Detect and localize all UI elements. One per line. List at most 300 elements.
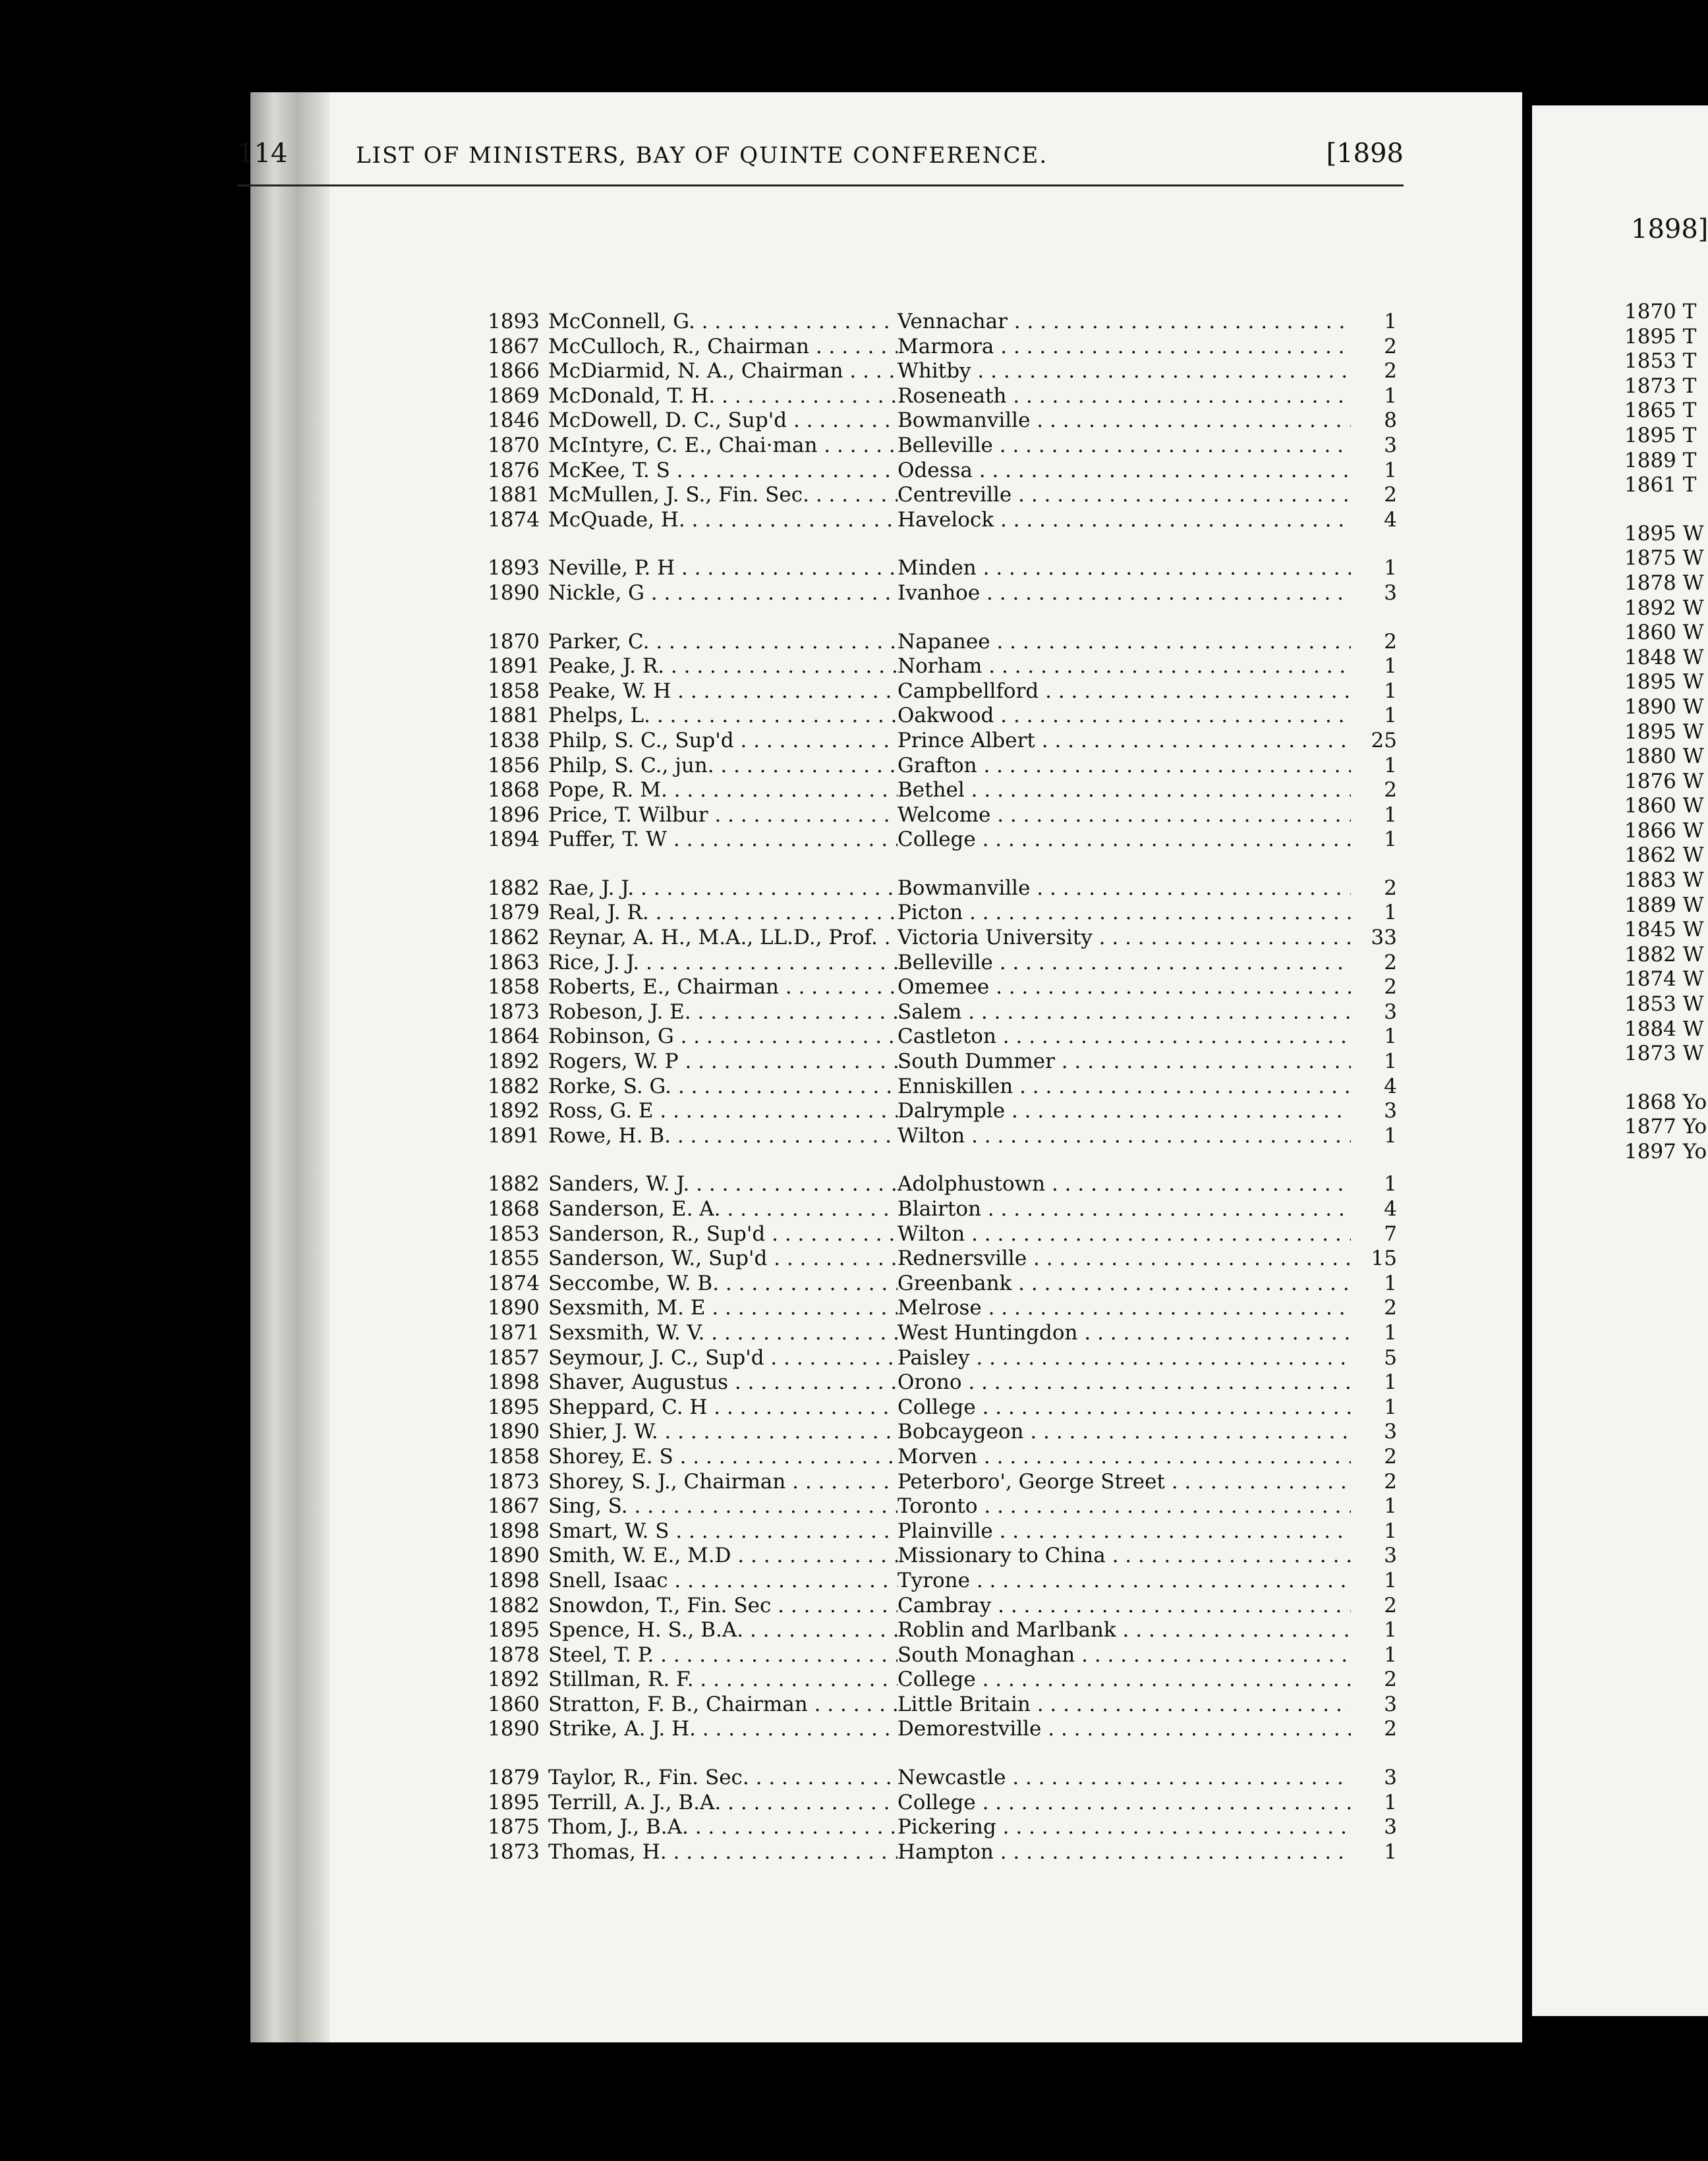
list-item [488, 951, 1397, 976]
list-item [488, 975, 1397, 1000]
entry-name: Stratton, F. B., Chairman . . . [548, 1693, 897, 1718]
entry-year: 1868 [488, 778, 540, 802]
list-item [488, 926, 1397, 951]
list-item [488, 581, 1397, 606]
entry-place: Demorestville . . . [897, 1717, 1351, 1742]
right-page-list [1624, 300, 1707, 1189]
entry-name: Robinson, G . . . [548, 1024, 897, 1050]
entry-name: McConnell, G. . . . [548, 310, 897, 335]
entry-name: Phelps, L. . . . [548, 704, 897, 729]
entry-year: 1898 [488, 1568, 540, 1592]
entry-year: 1893 [488, 310, 540, 333]
entry-count: 1 [1384, 1172, 1397, 1196]
entry-name: Philp, S. C., Sup'd . . . [548, 729, 897, 754]
entry-place: Campbellford . . . [897, 679, 1351, 704]
entry-count: 1 [1384, 1050, 1397, 1074]
entry-year: 1874 [488, 1271, 540, 1295]
entry-count: 33 [1371, 926, 1397, 950]
entry-year: 1879 [488, 1766, 540, 1790]
entry-name: Rowe, H. B. . . . [548, 1124, 897, 1149]
entry-year: 1882 [488, 876, 540, 900]
entry-place: Bethel . . . [897, 778, 1351, 803]
entry-year: 1870 [488, 433, 540, 457]
entry-year: 1878 [488, 1642, 540, 1667]
entry-year: 1894 [488, 828, 540, 852]
entry-year: 1858 [488, 1444, 540, 1469]
entry-count: 2 [1384, 1717, 1397, 1741]
list-item [488, 1272, 1397, 1297]
entry-name: Puffer, T. W . . . [548, 828, 897, 853]
entry-count: 1 [1384, 1320, 1397, 1345]
entry-year: 1876 [488, 458, 540, 482]
entry-place: Centreville . . . [897, 483, 1351, 508]
list-item [488, 384, 1397, 409]
right-list-item: 1860 W [1624, 794, 1704, 818]
ministers-list [488, 310, 1397, 1888]
entry-year: 1890 [488, 1717, 540, 1741]
entry-name: Shorey, E. S . . . [548, 1445, 897, 1470]
right-list-item: 1853 W [1624, 992, 1704, 1017]
entry-year: 1874 [488, 507, 540, 532]
entry-count: 1 [1384, 1123, 1397, 1148]
entry-name: Taylor, R., Fin. Sec. . . . [548, 1766, 897, 1791]
list-item [488, 876, 1397, 901]
entry-count: 2 [1384, 778, 1397, 802]
list-item [488, 1172, 1397, 1197]
entry-count: 1 [1384, 556, 1397, 580]
entry-count: 1 [1384, 1642, 1397, 1667]
entry-year: 1882 [488, 1074, 540, 1098]
entry-place: Ivanhoe . . . [897, 581, 1351, 606]
entry-place: Peterboro', George Street . . . [897, 1470, 1351, 1495]
right-list-item: 1892 W [1624, 596, 1704, 620]
entry-group [488, 1766, 1397, 1865]
entry-count: 1 [1384, 1370, 1397, 1395]
entry-count: 25 [1371, 728, 1397, 752]
entry-name: Sanders, W. J. . . . [548, 1172, 897, 1197]
entry-name: Rogers, W. P . . . [548, 1050, 897, 1075]
list-item [488, 1321, 1397, 1346]
entry-name: Sexsmith, M. E . . . [548, 1296, 897, 1321]
right-list-item: 1882 W [1624, 942, 1704, 967]
entry-count: 2 [1384, 629, 1397, 654]
entry-count: 4 [1384, 1197, 1397, 1221]
entry-year: 1870 [488, 629, 540, 654]
right-entry-group [1624, 1090, 1707, 1165]
entry-count: 2 [1384, 950, 1397, 974]
entry-year: 1853 [488, 1221, 540, 1246]
list-item [488, 778, 1397, 803]
list-item [488, 1791, 1397, 1816]
right-entry-group [1624, 522, 1707, 1067]
entry-place: South Dummer . . . [897, 1050, 1351, 1075]
entry-year: 1896 [488, 802, 540, 827]
right-list-item: 1866 W [1624, 818, 1704, 843]
entry-year: 1867 [488, 334, 540, 358]
entry-count: 1 [1384, 1494, 1397, 1519]
entry-year: 1881 [488, 704, 540, 728]
list-item [488, 1050, 1397, 1075]
list-item [488, 508, 1397, 533]
list-item [488, 1643, 1397, 1668]
entry-name: McCulloch, R., Chairman . . . [548, 335, 897, 360]
right-list-item: 1889 W [1624, 893, 1704, 917]
list-item [488, 1544, 1397, 1569]
list-item [488, 1296, 1397, 1321]
entry-place: Grafton . . . [897, 754, 1351, 779]
entry-name: Terrill, A. J., B.A. . . . [548, 1791, 897, 1816]
entry-name: Rae, J. J. . . . [548, 876, 897, 901]
entry-count: 3 [1384, 1815, 1397, 1839]
entry-name: Smart, W. S . . . [548, 1519, 897, 1544]
entry-place: College . . . [897, 1791, 1351, 1816]
entry-year: 1891 [488, 1123, 540, 1148]
page-year: [1898 [1326, 138, 1404, 169]
right-entry-group [1624, 300, 1707, 498]
entry-name: Parker, C. . . . [548, 630, 897, 655]
list-item [488, 1000, 1397, 1025]
list-item [488, 1099, 1397, 1124]
entry-name: Nickle, G . . . [548, 581, 897, 606]
entry-name: Sanderson, W., Sup'd . . . [548, 1247, 897, 1272]
entry-place: Whitby . . . [897, 359, 1351, 384]
list-item [488, 1075, 1397, 1100]
right-list-item: 1862 W [1624, 843, 1704, 868]
entry-count: 3 [1384, 1099, 1397, 1123]
entry-count: 4 [1384, 1074, 1397, 1098]
entry-count: 1 [1384, 1839, 1397, 1864]
entry-year: 1867 [488, 1494, 540, 1519]
entry-place: Paisley . . . [897, 1346, 1351, 1371]
right-list-item: 1845 W [1624, 918, 1704, 942]
entry-name: Real, J. R. . . . [548, 901, 897, 926]
right-list-item: 1889 T [1624, 448, 1697, 472]
entry-name: Seccombe, W. B. . . . [548, 1272, 897, 1297]
entry-year: 1864 [488, 1024, 540, 1049]
entry-count: 1 [1384, 753, 1397, 777]
entry-place: Norham . . . [897, 654, 1351, 679]
entry-year: 1890 [488, 1296, 540, 1320]
entry-year: 1868 [488, 1197, 540, 1221]
entry-year: 1882 [488, 1172, 540, 1196]
entry-name: Philp, S. C., jun. . . . [548, 754, 897, 779]
right-page-header-year: 1898] [1631, 214, 1708, 244]
entry-count: 1 [1384, 1618, 1397, 1642]
entry-name: Peake, J. R. . . . [548, 654, 897, 679]
entry-place: Toronto . . . [897, 1494, 1351, 1519]
entry-name: Smith, W. E., M.D . . . [548, 1544, 897, 1569]
entry-count: 1 [1384, 1271, 1397, 1295]
entry-count: 2 [1384, 1469, 1397, 1494]
entry-year: 1879 [488, 901, 540, 925]
entry-year: 1890 [488, 1544, 540, 1568]
right-list-item: 1895 W [1624, 521, 1704, 546]
entry-name: Sexsmith, W. V. . . . [548, 1321, 897, 1346]
list-item [488, 704, 1397, 729]
entry-name: McMullen, J. S., Fin. Sec. . . . [548, 483, 897, 508]
entry-place: Wilton . . . [897, 1222, 1351, 1247]
list-item [488, 1124, 1397, 1149]
entry-name: Steel, T. P. . . . [548, 1643, 897, 1668]
right-list-item: 1883 W [1624, 868, 1704, 893]
entry-year: 1895 [488, 1395, 540, 1419]
entry-name: McDiarmid, N. A., Chairman . . . [548, 359, 897, 384]
list-item [488, 1420, 1397, 1445]
entry-place: Rednersville . . . [897, 1247, 1351, 1272]
list-item [488, 1222, 1397, 1247]
right-list-item: 1895 W [1624, 670, 1704, 694]
entry-name: Pope, R. M. . . . [548, 778, 897, 803]
entry-place: Wilton . . . [897, 1124, 1351, 1149]
entry-place: College . . . [897, 828, 1351, 853]
list-item [488, 1470, 1397, 1495]
list-item [488, 1815, 1397, 1840]
list-item [488, 1618, 1397, 1643]
entry-year: 1891 [488, 654, 540, 679]
entry-count: 3 [1384, 1766, 1397, 1790]
list-item [488, 556, 1397, 581]
entry-place: Salem . . . [897, 1000, 1351, 1025]
entry-place: Castleton . . . [897, 1024, 1351, 1050]
entry-place: Plainville . . . [897, 1519, 1351, 1544]
entry-year: 1893 [488, 556, 540, 580]
entry-count: 2 [1384, 483, 1397, 507]
entry-name: Roberts, E., Chairman . . . [548, 975, 897, 1000]
entry-group [488, 556, 1397, 605]
right-list-item: 1875 W [1624, 546, 1704, 571]
right-list-item: 1876 W [1624, 769, 1704, 793]
entry-year: 1869 [488, 383, 540, 408]
entry-place: Greenbank . . . [897, 1272, 1351, 1297]
entry-place: Enniskillen . . . [897, 1075, 1351, 1100]
list-item [488, 1395, 1397, 1420]
list-item [488, 1370, 1397, 1395]
entry-place: Bowmanville . . . [897, 408, 1351, 434]
entry-place: Hampton . . . [897, 1840, 1351, 1865]
entry-year: 1892 [488, 1050, 540, 1074]
entry-place: Little Britain . . . [897, 1693, 1351, 1718]
right-list-item: 1880 W [1624, 744, 1704, 769]
entry-place: Bowmanville . . . [897, 876, 1351, 901]
entry-count: 1 [1384, 704, 1397, 728]
entry-year: 1875 [488, 1815, 540, 1839]
right-list-item: 1873 W [1624, 1042, 1704, 1066]
entry-count: 1 [1384, 310, 1397, 333]
entry-name: Peake, W. H . . . [548, 679, 897, 704]
entry-name: Sanderson, R., Sup'd . . . [548, 1222, 897, 1247]
entry-group [488, 310, 1397, 532]
list-item [488, 1840, 1397, 1865]
right-list-item: 1895 W [1624, 719, 1704, 744]
entry-count: 1 [1384, 901, 1397, 925]
entry-year: 1895 [488, 1618, 540, 1642]
list-item [488, 1693, 1397, 1718]
entry-count: 1 [1384, 1024, 1397, 1049]
entry-count: 15 [1371, 1247, 1397, 1271]
entry-place: West Huntingdon . . . [897, 1321, 1351, 1346]
entry-place: Omemee . . . [897, 975, 1351, 1000]
entry-count: 3 [1384, 1692, 1397, 1716]
entry-year: 1858 [488, 975, 540, 999]
right-list-item: 1873 T [1624, 374, 1697, 398]
entry-place: Pickering . . . [897, 1815, 1351, 1840]
entry-count: 1 [1384, 1790, 1397, 1814]
entry-name: McQuade, H. . . . [548, 508, 897, 533]
entry-year: 1857 [488, 1345, 540, 1370]
entry-name: Sanderson, E. A. . . . [548, 1197, 897, 1222]
entry-place: Adolphustown . . . [897, 1172, 1351, 1197]
right-list-item: 1890 W [1624, 694, 1704, 719]
entry-count: 1 [1384, 1395, 1397, 1419]
entry-year: 1890 [488, 580, 540, 605]
page-title: LIST OF MINISTERS, BAY OF QUINTE CONFERENCE. [356, 142, 1048, 169]
book-spine-shadow [250, 92, 329, 2042]
right-list-item: 1877 Yo [1624, 1115, 1707, 1139]
entry-name: Strike, A. J. H. . . . [548, 1717, 897, 1742]
entry-count: 1 [1384, 1568, 1397, 1592]
entry-name: Shaver, Augustus . . . [548, 1370, 897, 1395]
list-item [488, 1594, 1397, 1619]
right-list-item: 1878 W [1624, 571, 1704, 595]
entry-count: 2 [1384, 334, 1397, 358]
entry-count: 5 [1384, 1345, 1397, 1370]
list-item [488, 310, 1397, 335]
entry-count: 4 [1384, 507, 1397, 532]
entry-count: 2 [1384, 1668, 1397, 1692]
entry-name: Sing, S. . . . [548, 1494, 897, 1519]
entry-name: Seymour, J. C., Sup'd . . . [548, 1346, 897, 1371]
right-list-item: 1853 T [1624, 349, 1697, 374]
entry-count: 1 [1384, 383, 1397, 408]
entry-name: Neville, P. H . . . [548, 556, 897, 581]
list-item [488, 1519, 1397, 1544]
entry-count: 2 [1384, 1444, 1397, 1469]
entry-year: 1890 [488, 1420, 540, 1444]
entry-year: 1858 [488, 679, 540, 703]
entry-count: 1 [1384, 458, 1397, 482]
entry-place: Orono . . . [897, 1370, 1351, 1395]
entry-name: Thom, J., B.A. . . . [548, 1815, 897, 1840]
right-list-item: 1848 W [1624, 645, 1704, 669]
page-header [237, 138, 1404, 178]
entry-count: 3 [1384, 1544, 1397, 1568]
entry-year: 1892 [488, 1668, 540, 1692]
entry-year: 1873 [488, 1839, 540, 1864]
entry-place: Dalrymple . . . [897, 1099, 1351, 1124]
entry-count: 1 [1384, 1519, 1397, 1543]
entry-year: 1892 [488, 1099, 540, 1123]
list-item [488, 654, 1397, 679]
entry-year: 1881 [488, 483, 540, 507]
entry-year: 1882 [488, 1593, 540, 1617]
entry-place: South Monaghan . . . [897, 1643, 1351, 1668]
entry-place: Marmora . . . [897, 335, 1351, 360]
entry-year: 1898 [488, 1370, 540, 1395]
list-item [488, 679, 1397, 704]
entry-place: Belleville . . . [897, 951, 1351, 976]
list-item [488, 459, 1397, 484]
right-list-item: 1895 T [1624, 324, 1697, 349]
entry-name: Ross, G. E . . . [548, 1099, 897, 1124]
page-number: 114 [237, 138, 288, 169]
entry-name: Shier, J. W. . . . [548, 1420, 897, 1445]
entry-name: McIntyre, C. E., Chai·man . . . [548, 434, 897, 459]
list-item [488, 803, 1397, 828]
list-item [488, 828, 1397, 853]
list-item [488, 1346, 1397, 1371]
entry-count: 3 [1384, 433, 1397, 457]
entry-place: Tyrone . . . [897, 1569, 1351, 1594]
entry-count: 1 [1384, 654, 1397, 679]
list-item [488, 1197, 1397, 1222]
list-item [488, 901, 1397, 926]
list-item [488, 1024, 1397, 1050]
entry-name: Price, T. Wilbur . . . [548, 803, 897, 828]
list-item [488, 1766, 1397, 1791]
list-item [488, 359, 1397, 384]
entry-count: 2 [1384, 1296, 1397, 1320]
entry-name: Spence, H. S., B.A. . . . [548, 1618, 897, 1643]
entry-place: Missionary to China . . . [897, 1544, 1351, 1569]
entry-place: Vennachar . . . [897, 310, 1351, 335]
entry-place: Morven . . . [897, 1445, 1351, 1470]
entry-name: Sheppard, C. H . . . [548, 1395, 897, 1420]
entry-name: McDonald, T. H. . . . [548, 384, 897, 409]
entry-name: Robeson, J. E. . . . [548, 1000, 897, 1025]
entry-place: Prince Albert . . . [897, 729, 1351, 754]
list-item [488, 1445, 1397, 1470]
entry-year: 1846 [488, 408, 540, 433]
entry-year: 1898 [488, 1519, 540, 1543]
entry-place: Roseneath . . . [897, 384, 1351, 409]
entry-name: McDowell, D. C., Sup'd . . . [548, 408, 897, 434]
entry-place: Melrose . . . [897, 1296, 1351, 1321]
entry-place: College . . . [897, 1668, 1351, 1693]
entry-year: 1860 [488, 1692, 540, 1716]
entry-count: 1 [1384, 828, 1397, 852]
entry-group [488, 1172, 1397, 1742]
entry-name: Thomas, H. . . . [548, 1840, 897, 1865]
entry-name: Reynar, A. H., M.A., LL.D., Prof. . . . [548, 926, 897, 951]
entry-count: 1 [1384, 802, 1397, 827]
entry-name: Stillman, R. F. . . . [548, 1668, 897, 1693]
entry-year: 1863 [488, 950, 540, 974]
entry-count: 2 [1384, 1593, 1397, 1617]
entry-name: Snell, Isaac . . . [548, 1569, 897, 1594]
entry-year: 1895 [488, 1790, 540, 1814]
list-item [488, 1247, 1397, 1272]
entry-year: 1866 [488, 359, 540, 383]
right-list-item: 1861 T [1624, 473, 1697, 497]
entry-place: Victoria University . . . [897, 926, 1351, 951]
entry-year: 1873 [488, 1469, 540, 1494]
entry-count: 3 [1384, 999, 1397, 1024]
entry-year: 1838 [488, 728, 540, 752]
entry-place: Blairton . . . [897, 1197, 1351, 1222]
entry-count: 8 [1384, 408, 1397, 433]
entry-name: Snowdon, T., Fin. Sec . . . [548, 1594, 897, 1619]
entry-name: McKee, T. S . . . [548, 459, 897, 484]
entry-year: 1856 [488, 753, 540, 777]
entry-name: Rice, J. J. . . . [548, 951, 897, 976]
entry-place: Havelock . . . [897, 508, 1351, 533]
entry-count: 2 [1384, 975, 1397, 999]
right-list-item: 1874 W [1624, 967, 1704, 992]
right-list-item: 1860 W [1624, 621, 1704, 645]
entry-year: 1873 [488, 999, 540, 1024]
right-list-item: 1895 T [1624, 423, 1697, 447]
entry-year: 1871 [488, 1320, 540, 1345]
